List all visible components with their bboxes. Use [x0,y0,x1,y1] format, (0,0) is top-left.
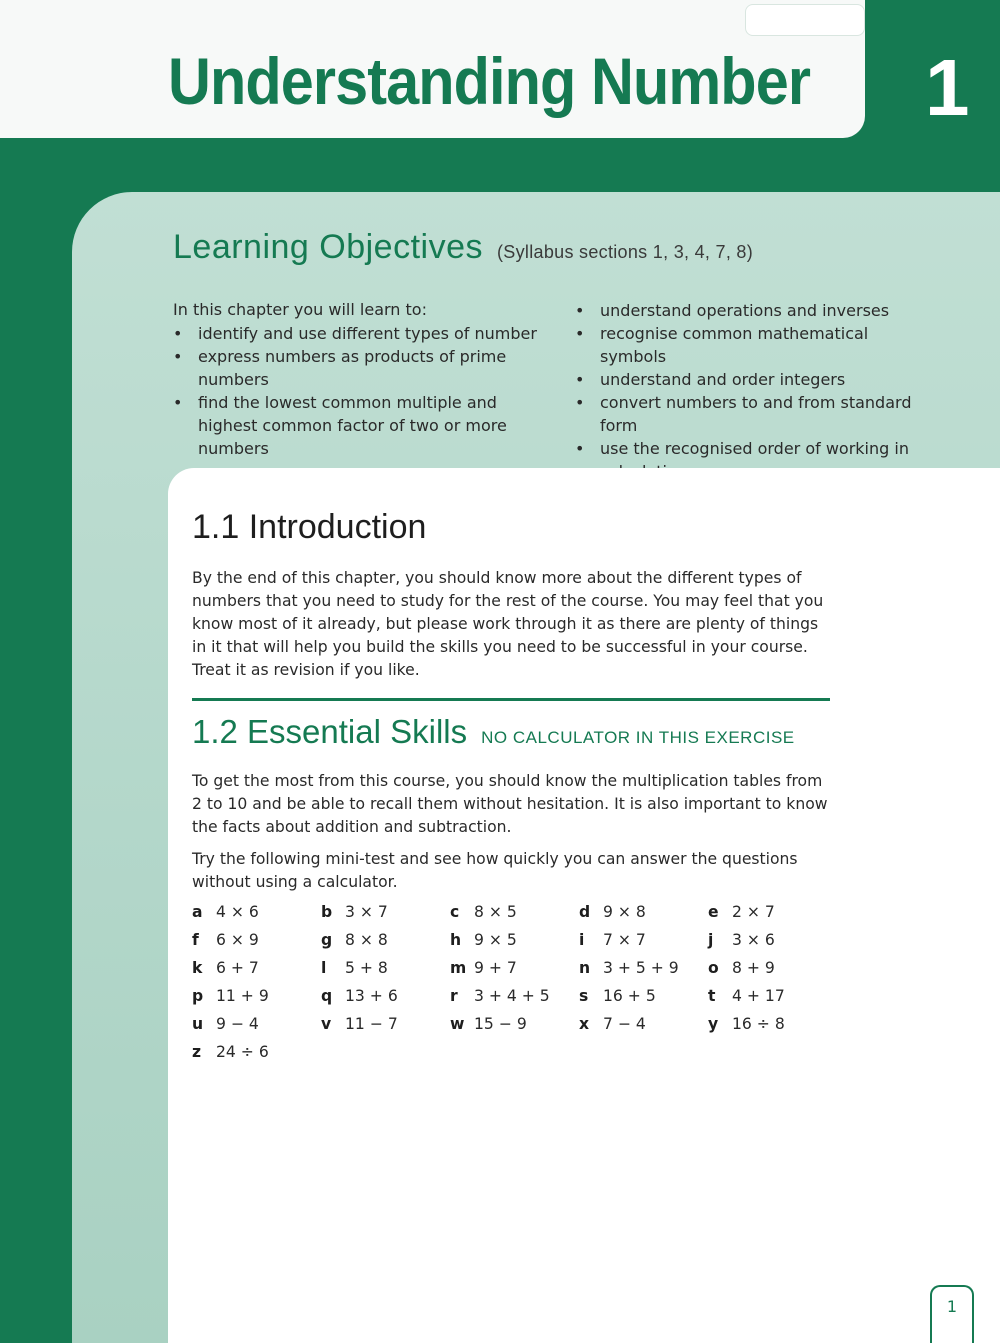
chapter-title: Understanding Number [168,44,811,118]
objectives-heading-text: Learning Objectives [173,228,484,266]
mini-test-question: q 13 + 6 [321,987,398,1005]
skills-paragraph-1: To get the most from this course, you should know the multiplication tables from 2 to 10 and be able to recall them without hesitation. It is also important to know the facts about addition and subtraction. [192,772,828,836]
mini-test-question: l 5 + 8 [321,959,388,977]
mini-test-question: u 9 − 4 [192,1015,259,1033]
mini-test-question: n 3 + 5 + 9 [579,959,679,977]
bullet-icon: • [575,324,585,343]
skills-paragraph-2: Try the following mini-test and see how quickly you can answer the questions without using a calculator. [192,850,798,891]
bullet-icon: • [575,393,585,412]
mini-test-question: g 8 × 8 [321,931,388,949]
objective-item: • express numbers as products of prime numbers [173,347,507,389]
section-heading-essential-skills [192,713,795,751]
mini-test-question: s 16 + 5 [579,987,656,1005]
mini-test-question: c 8 × 5 [450,903,517,921]
section-heading-introduction: 1.1 Introduction [192,508,427,546]
objective-item: • convert numbers to and from standard form [575,393,912,435]
section-divider [192,698,830,701]
bullet-icon: • [575,370,585,389]
page-number: 1 [930,1285,974,1343]
mini-test-question: x 7 − 4 [579,1015,646,1033]
mini-test-question: d 9 × 8 [579,903,646,921]
mini-test-question: b 3 × 7 [321,903,388,921]
objective-item: • identify and use different types of number [173,324,537,343]
syllabus-note: (Syllabus sections 1, 3, 4, 7, 8) [497,242,754,262]
mini-test-question: t 4 + 17 [708,987,785,1005]
bullet-icon: • [173,324,183,343]
mini-test-grid [192,903,832,1071]
essential-skills-title: 1.2 Essential Skills [192,713,468,750]
mini-test-question: f 6 × 9 [192,931,259,949]
top-tab [745,4,865,36]
mini-test-question: e 2 × 7 [708,903,775,921]
objectives-intro: In this chapter you will learn to: [173,300,427,319]
objective-item: • recognise common mathematical symbols [575,324,869,366]
objective-item: • use the recognised order of working in [575,439,909,458]
objectives-list-right [575,299,935,483]
bullet-icon: • [575,301,585,320]
objective-item: • find the lowest common multiple and highest common factor of two or more numbers [173,393,507,458]
mini-test-question: k 6 + 7 [192,959,259,977]
mini-test-question: i 7 × 7 [579,931,646,949]
mini-test-question: m 9 + 7 [450,959,517,977]
mini-test-question: w 15 − 9 [450,1015,527,1033]
mini-test-question: o 8 + 9 [708,959,775,977]
mini-test-question: j 3 × 6 [708,931,775,949]
bullet-icon: • [173,393,183,412]
mini-test-question: h 9 × 5 [450,931,517,949]
no-calculator-note: NO CALCULATOR IN THIS EXERCISE [481,728,795,747]
mini-test-question: y 16 ÷ 8 [708,1015,785,1033]
chapter-number: 1 [925,43,970,132]
mini-test-question: r 3 + 4 + 5 [450,987,550,1005]
mini-test-question: v 11 − 7 [321,1015,398,1033]
mini-test-question: p 11 + 9 [192,987,269,1005]
introduction-paragraph: By the end of this chapter, you should know more about the different types of numbers that you need to study for the rest of the course. You may feel that you know most of it already, but please work through it as there are plenty of things in it that will help you build the skills you need to be successful in your course. Treat it as revision if you like. [192,569,824,679]
bullet-icon: • [575,439,585,458]
mini-test-question: a 4 × 6 [192,903,259,921]
objectives-heading [173,228,753,267]
bullet-icon: • [173,347,183,366]
objectives-list-left [173,322,553,460]
objective-item: • understand and order integers [575,370,846,389]
mini-test-question: z 24 ÷ 6 [192,1043,269,1061]
objective-item: • understand operations and inverses [575,301,890,320]
